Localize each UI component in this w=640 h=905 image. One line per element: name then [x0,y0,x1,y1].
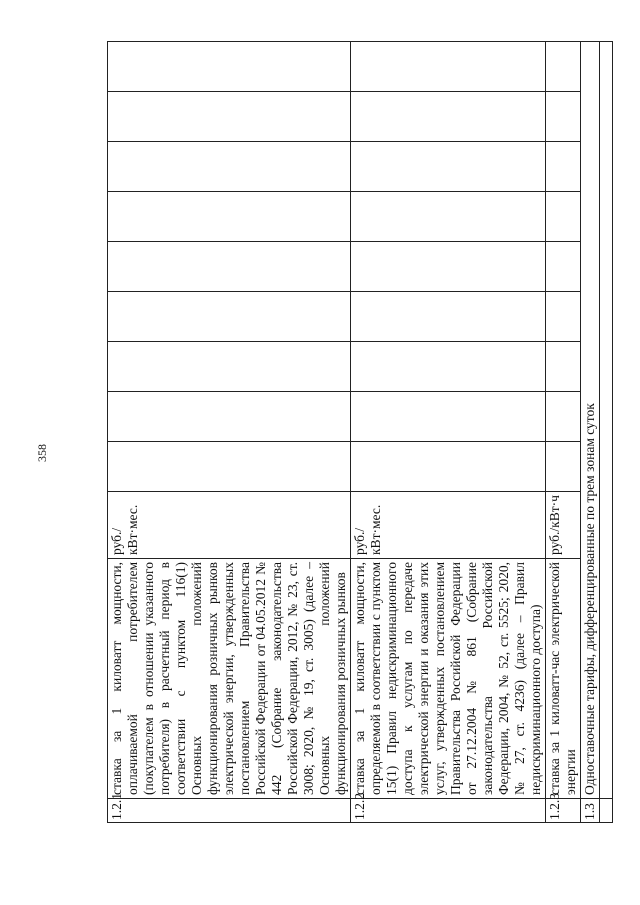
section-heading: Одноставочные тарифы, дифференцированные по трем зонам суток [581,42,600,799]
value-cell [108,342,351,392]
value-cell [351,192,546,242]
value-cell [351,92,546,142]
value-cell [351,242,546,292]
table-row [546,42,581,823]
row-unit: руб./кВт·ч [546,492,581,559]
value-cell [108,42,351,92]
table-row [600,42,613,823]
row-description: ставка за 1 киловатт мощности, определяемой в соответствии с пунктом 15(1) Правил недискриминационного доступа к услугам по передаче электрической энергии и оказания этих услуг, утвержденных постановлением Правительства Российской Федерации от 27.12.2004 № 861 (Собрание законодательства Российской Федерации, 2004, № 52, ст. 5525; 2020, № 27, ст. 4236) (далее – Правил недискриминационного доступа) [351,559,546,799]
table-row [581,42,600,823]
row-number: 1.2.3 [546,799,581,823]
row-number: 1.3 [581,799,600,823]
value-cell [351,342,546,392]
value-cell [351,42,546,92]
row-number: 1.2.2 [351,799,546,823]
value-cell [351,292,546,342]
value-cell [546,442,581,492]
value-cell [546,142,581,192]
empty-cell [600,42,613,799]
row-number [600,799,613,823]
page-number: 358 [35,444,49,462]
value-cell [351,142,546,192]
row-description: ставка за 1 киловатт мощности, оплачиваемой потребителем (покупателем в отношении указанного потребителя) в расчетный период в соответствии с пунктом 116(1) Основных положений функционирования розничных рынков электрической энергии, утвержденных постановлением Правительства Российской Федерации от 04.05.2012 № 442 (Собрание законодательства Российской Федерации, 2012, № 23, ст. 3008; 2020, № 19, ст. 3005) (далее – Основных положений функционирования розничных рынков [108,559,351,799]
rotated-table-container [107,55,597,823]
row-number: 1.2.1 [108,799,351,823]
table-row [108,42,351,823]
value-cell [108,142,351,192]
value-cell [546,242,581,292]
value-cell [108,92,351,142]
value-cell [546,292,581,342]
value-cell [546,92,581,142]
value-cell [351,392,546,442]
row-description: ставка за 1 киловатт-час электрической энергии [546,559,581,799]
table-row [351,42,546,823]
value-cell [546,42,581,92]
value-cell [108,442,351,492]
value-cell [546,192,581,242]
row-unit: руб./кВт·мес. [351,492,546,559]
value-cell [351,442,546,492]
value-cell [546,342,581,392]
row-unit: руб./кВт·мес. [108,492,351,559]
value-cell [108,242,351,292]
value-cell [108,192,351,242]
value-cell [546,392,581,442]
tariff-table [107,41,613,823]
value-cell [108,292,351,342]
value-cell [108,392,351,442]
